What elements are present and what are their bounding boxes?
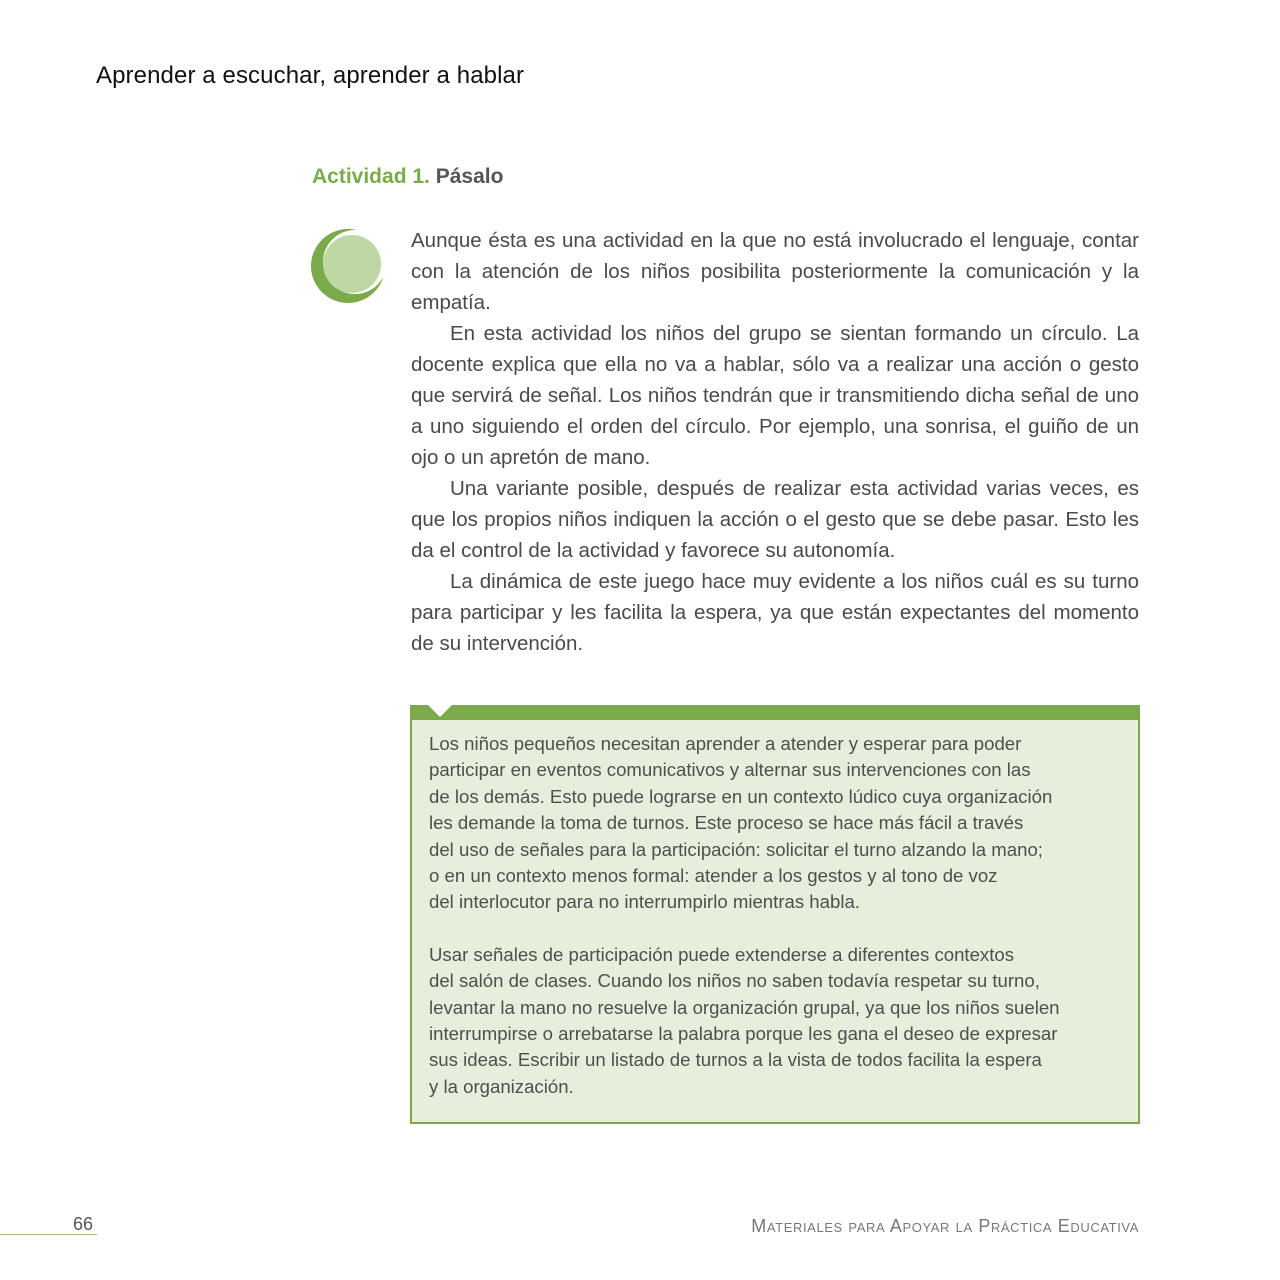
body-paragraph-2: En esta actividad los niños del grupo se sientan formando un círculo. La docente explica que ella no va a hablar, sólo va a realizar una acción o gesto que servirá de señal. Los niños tendrán que ir transmitiendo dicha señal de uno a uno siguiendo el orden del círculo. Por ejemplo, una sonrisa, el guiño de un ojo o un apretón de mano.	[411, 322, 1139, 469]
page-header-title: Aprender a escuchar, aprender a hablar	[96, 62, 525, 89]
note-line: sus ideas. Escribir un listado de turnos a la vista de todos facilita la espera	[429, 1049, 1042, 1071]
note-line: Los niños pequeños necesitan aprender a atender y esperar para poder	[429, 733, 1022, 754]
note-line: les demande la toma de turnos. Este proceso se hace más fácil a través	[429, 812, 1024, 834]
body-paragraph-1: Aunque ésta es una actividad en la que no está involucrado el lenguaje, contar con la atención de los niños posibilita posteriormente la comunicación y la empatía.	[411, 229, 1139, 314]
note-line: y la organización.	[429, 1075, 574, 1097]
note-line: interrumpirse o arrebatarse la palabra porque les gana el deseo de expresar	[429, 1023, 1058, 1045]
body-paragraph-3: Una variante posible, después de realizar esta actividad varias veces, es que los propios niños indiquen la acción o el gesto que se debe pasar. Esto les da el control de la actividad y favorece su autonomía.	[411, 477, 1139, 562]
note-line: de los demás. Esto puede lograrse en un contexto lúdico cuya organización	[429, 785, 1053, 807]
activity-heading	[312, 165, 503, 189]
note-paragraph-1	[429, 731, 1129, 916]
body-paragraph-4: La dinámica de este juego hace muy evidente a los niños cuál es su turno para participar y les facilita la espera, ya que están expectantes del momento de su intervención.	[411, 570, 1139, 655]
note-line: participar en eventos comunicativos y alternar sus intervenciones con las	[429, 759, 1031, 781]
note-paragraph-2	[429, 942, 1129, 1100]
note-notch	[428, 705, 452, 717]
activity-number: Actividad 1.	[312, 165, 430, 188]
note-line: levantar la mano no resuelve la organización grupal, ya que los niños suelen	[429, 996, 1060, 1018]
page-number: 66	[73, 1214, 94, 1234]
activity-body	[411, 225, 1139, 659]
green-circle-icon	[310, 228, 390, 304]
footer-title: Materiales para Apoyar la Práctica Educativa	[751, 1216, 1139, 1236]
note-line: Usar señales de participación puede extenderse a diferentes contextos	[429, 943, 1015, 965]
note-line: del salón de clases. Cuando los niños no saben todavía respetar su turno,	[429, 970, 1040, 992]
page-number-rule	[0, 1234, 97, 1235]
note-text	[429, 731, 1129, 1126]
note-line: del uso de señales para la participación: solicitar el turno alzando la mano;	[429, 838, 1043, 860]
activity-name: Pásalo	[435, 165, 504, 188]
note-line: o en un contexto menos formal: atender a los gestos y al tono de voz	[429, 865, 998, 887]
note-line: del interlocutor para no interrumpirlo mientras habla.	[429, 891, 860, 913]
